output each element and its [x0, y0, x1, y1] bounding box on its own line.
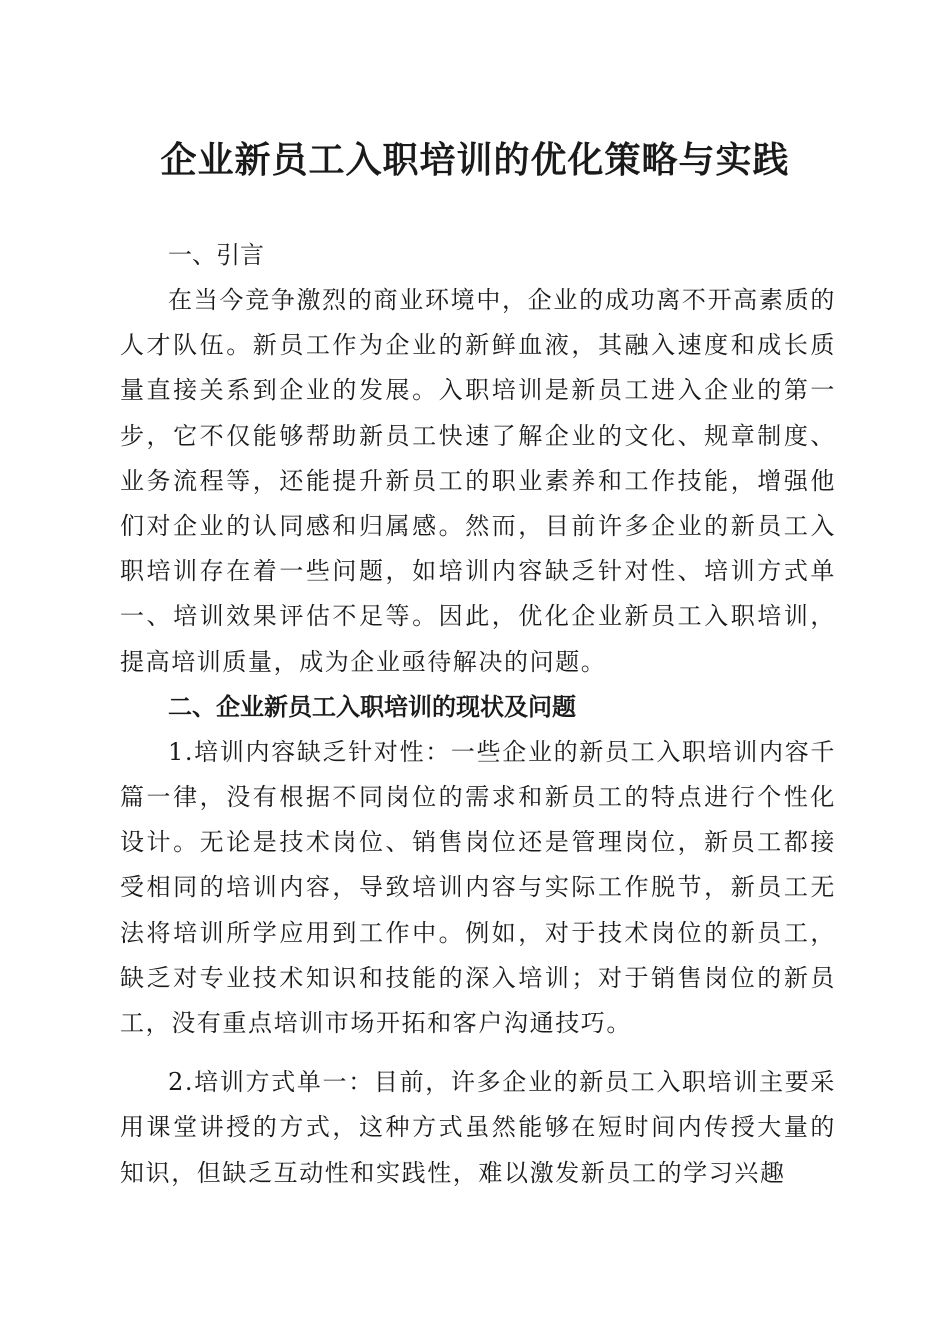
section-heading-current-status: 二、企业新员工入职培训的现状及问题	[168, 692, 576, 721]
document-title: 企业新员工入职培训的优化策略与实践	[160, 139, 790, 181]
paragraph: 2.培训方式单一：目前，许多企业的新员工入职培训主要采用课堂讲授的方式，这种方式虽然能够在短时间内传授大量的知识，但缺乏互动性和实践性，难以激发新员工的学习兴趣	[120, 1068, 836, 1187]
paragraph-spacer	[120, 1046, 836, 1060]
document-body	[120, 233, 836, 1196]
paragraph: 在当今竞争激烈的商业环境中，企业的成功离不开高素质的人才队伍。新员工作为企业的新鲜血液，其融入速度和成长质量直接关系到企业的发展。入职培训是新员工进入企业的第一步，它不仅能够帮助新员工快速了解企业的文化、规章制度、业务流程等，还能提升新员工的职业素养和工作技能，增强他们对企业的认同感和归属感。然而，目前许多企业的新员工入职培训存在着一些问题，如培训内容缺乏针对性、培训方式单一、培训效果评估不足等。因此，优化企业新员工入职培训，提高培训质量，成为企业亟待解决的问题。	[120, 286, 836, 676]
paragraph: 1.培训内容缺乏针对性：一些企业的新员工入职培训内容千篇一律，没有根据不同岗位的需求和新员工的特点进行个性化设计。无论是技术岗位、销售岗位还是管理岗位，新员工都接受相同的培训内容，导致培训内容与实际工作脱节，新员工无法将培训所学应用到工作中。例如，对于技术岗位的新员工，缺乏对专业技术知识和技能的深入培训；对于销售岗位的新员工，没有重点培训市场开拓和客户沟通技巧。	[120, 737, 836, 1038]
section-heading-introduction: 一、引言	[168, 241, 264, 269]
